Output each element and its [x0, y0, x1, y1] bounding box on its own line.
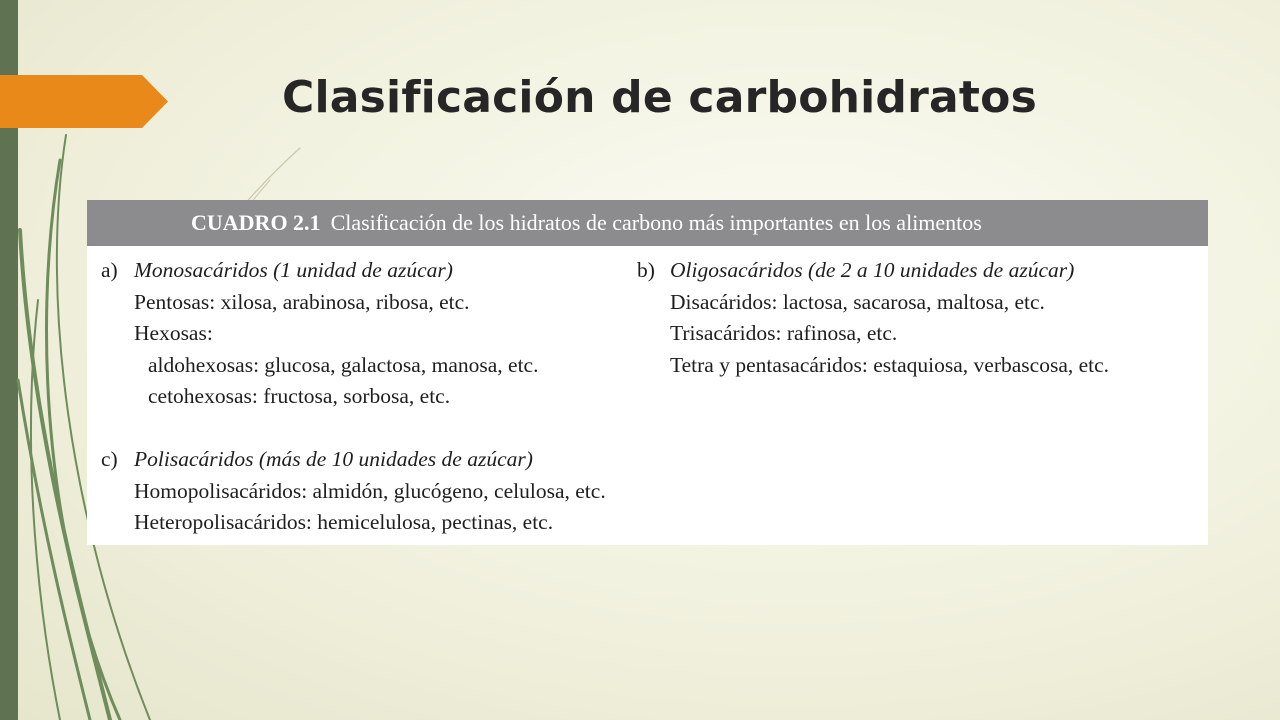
- table-caption: [87, 200, 1208, 246]
- section-item: Trisacáridos: rafinosa, etc.: [670, 321, 898, 345]
- section-heading: Oligosacáridos (de 2 a 10 unidades de azúcar): [670, 258, 1075, 282]
- slide-title: Clasificación de carbohidratos: [282, 72, 1037, 123]
- section-heading: Polisacáridos (más de 10 unidades de azúcar): [134, 447, 533, 471]
- section-monosaccharides: [101, 255, 538, 413]
- section-item: Heteropolisacáridos: hemicelulosa, pectinas, etc.: [134, 510, 554, 534]
- section-letter: c): [101, 447, 118, 471]
- section-item: Homopolisacáridos: almidón, glucógeno, celulosa, etc.: [134, 478, 606, 503]
- section-item: Tetra y pentasacáridos: estaquiosa, verbascosa, etc.: [670, 352, 1110, 377]
- section-letter: a): [101, 258, 118, 282]
- section-subitem: cetohexosas: fructosa, sorbosa, etc.: [148, 384, 451, 408]
- title-accent-arrow: [0, 75, 168, 128]
- section-letter: b): [637, 258, 655, 282]
- section-subitem: aldohexosas: glucosa, galactosa, manosa, etc.: [148, 352, 539, 377]
- section-polysaccharides: [101, 444, 606, 539]
- classification-table: [87, 200, 1208, 545]
- section-oligosaccharides: [637, 255, 1109, 381]
- table-caption-number: CUADRO 2.1: [191, 210, 321, 235]
- section-item: Pentosas: xilosa, arabinosa, ribosa, etc.: [134, 289, 470, 314]
- section-item: Hexosas:: [134, 321, 213, 345]
- section-heading: Monosacáridos (1 unidad de azúcar): [134, 258, 453, 282]
- table-caption-text: Clasificación de los hidratos de carbono más importantes en los alimentos: [330, 210, 982, 235]
- section-item: Disacáridos: lactosa, sacarosa, maltosa, etc.: [670, 289, 1045, 314]
